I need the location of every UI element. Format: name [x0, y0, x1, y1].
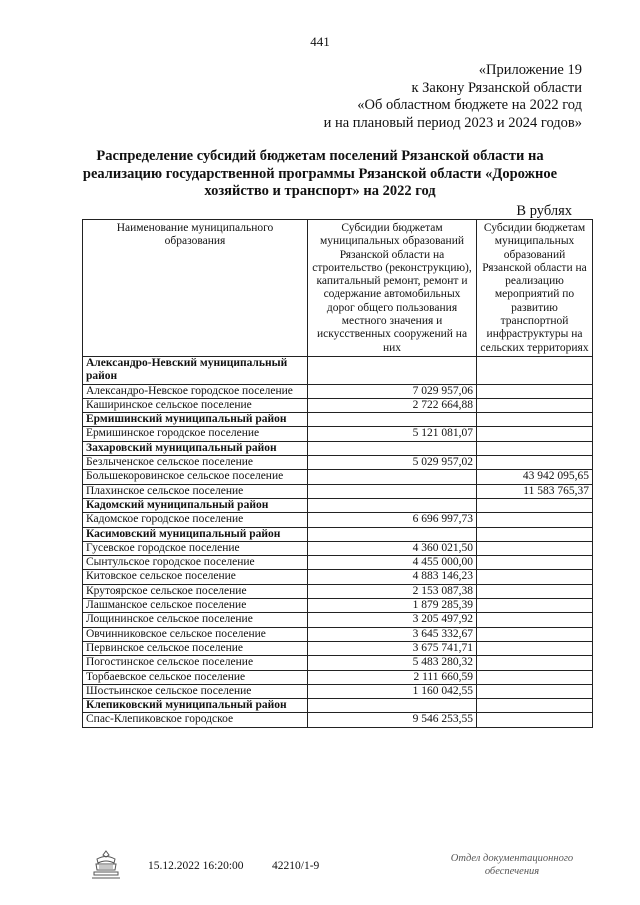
table-row [83, 641, 593, 655]
coat-of-arms-icon [88, 848, 124, 884]
district-row [83, 441, 593, 455]
cell-name: Ермишинский муниципальный район [83, 413, 308, 427]
cell-roads-subsidy: 5 483 280,32 [308, 656, 477, 670]
cell-roads-subsidy [308, 699, 477, 713]
table-header-row [83, 220, 593, 357]
subsidy-table [82, 219, 593, 728]
document-title: Распределение субсидий бюджетам поселений Рязанской области на реализацию государственной программы Рязанской области «Дорожное хозяйство и транспорт» на 2022 год [82, 148, 558, 199]
cell-name: Кадомский муниципальный район [83, 498, 308, 512]
column-header-name: Наименование муниципального образования [83, 220, 308, 357]
cell-rural-subsidy [477, 684, 593, 698]
district-row [83, 699, 593, 713]
cell-rural-subsidy [477, 627, 593, 641]
table-row [83, 613, 593, 627]
table-row [83, 541, 593, 555]
appendix-line: и на плановый период 2023 и 2024 годов» [323, 114, 582, 131]
cell-name: Сынтульское городское поселение [83, 556, 308, 570]
column-header-roads: Субсидии бюджетам муниципальных образований Рязанской области на строительство (реконструкцию), капитальный ремонт, ремонт и содержание автомобильных дорог общего пользования местного значения и искусственных сооружений на них [308, 220, 477, 357]
district-row [83, 527, 593, 541]
table-row [83, 513, 593, 527]
cell-name: Безлыченское сельское поселение [83, 456, 308, 470]
table-row [83, 398, 593, 412]
table-row [83, 427, 593, 441]
cell-name: Гусевское городское поселение [83, 541, 308, 555]
cell-roads-subsidy: 6 696 997,73 [308, 513, 477, 527]
cell-roads-subsidy [308, 441, 477, 455]
cell-rural-subsidy [477, 398, 593, 412]
appendix-line: к Закону Рязанской области [411, 79, 582, 96]
cell-roads-subsidy: 4 883 146,23 [308, 570, 477, 584]
cell-name: Шостьинское сельское поселение [83, 684, 308, 698]
cell-rural-subsidy [477, 570, 593, 584]
cell-rural-subsidy [477, 541, 593, 555]
table-row [83, 570, 593, 584]
cell-name: Касимовский муниципальный район [83, 527, 308, 541]
cell-roads-subsidy: 3 675 741,71 [308, 641, 477, 655]
footer-code: 42210/1-9 [272, 860, 320, 872]
cell-rural-subsidy [477, 599, 593, 613]
footer-date: 15.12.2022 16:20:00 [148, 860, 244, 872]
cell-name: Китовское сельское поселение [83, 570, 308, 584]
appendix-line: «Об областном бюджете на 2022 год [357, 97, 582, 113]
cell-roads-subsidy: 1 879 285,39 [308, 599, 477, 613]
table-row [83, 584, 593, 598]
cell-rural-subsidy [477, 641, 593, 655]
table-row [83, 627, 593, 641]
cell-rural-subsidy [477, 656, 593, 670]
cell-rural-subsidy: 43 942 095,65 [477, 470, 593, 484]
footer [0, 848, 640, 888]
cell-name: Большекоровинское сельское поселение [83, 470, 308, 484]
table-row [83, 713, 593, 727]
table-row [83, 470, 593, 484]
stamp-line: обеспечения [484, 866, 540, 877]
district-row [83, 413, 593, 427]
cell-roads-subsidy: 3 645 332,67 [308, 627, 477, 641]
cell-name: Спас-Клепиковское городское [83, 713, 308, 727]
table-row [83, 684, 593, 698]
cell-rural-subsidy [477, 456, 593, 470]
cell-roads-subsidy: 5 029 957,02 [308, 456, 477, 470]
cell-rural-subsidy [477, 384, 593, 398]
units-label: В рублях [516, 203, 572, 219]
cell-roads-subsidy: 2 722 664,88 [308, 398, 477, 412]
cell-roads-subsidy: 2 111 660,59 [308, 670, 477, 684]
cell-roads-subsidy: 9 546 253,55 [308, 713, 477, 727]
cell-rural-subsidy [477, 441, 593, 455]
cell-rural-subsidy [477, 713, 593, 727]
cell-rural-subsidy [477, 356, 593, 384]
cell-name: Торбаевское сельское поселение [83, 670, 308, 684]
cell-rural-subsidy [477, 427, 593, 441]
cell-roads-subsidy: 4 360 021,50 [308, 541, 477, 555]
cell-roads-subsidy [308, 470, 477, 484]
cell-name: Каширинское сельское поселение [83, 398, 308, 412]
cell-roads-subsidy [308, 498, 477, 512]
cell-name: Лощининское сельское поселение [83, 613, 308, 627]
cell-name: Плахинское сельское поселение [83, 484, 308, 498]
cell-rural-subsidy [477, 413, 593, 427]
cell-roads-subsidy [308, 527, 477, 541]
cell-rural-subsidy [477, 498, 593, 512]
cell-roads-subsidy [308, 413, 477, 427]
table-row [83, 599, 593, 613]
cell-roads-subsidy: 1 160 042,55 [308, 684, 477, 698]
cell-name: Александро-Невский муниципальный район [83, 356, 308, 384]
cell-name: Лашманское сельское поселение [83, 599, 308, 613]
cell-roads-subsidy [308, 356, 477, 384]
table-row [83, 384, 593, 398]
table-row [83, 670, 593, 684]
cell-rural-subsidy: 11 583 765,37 [477, 484, 593, 498]
cell-rural-subsidy [477, 670, 593, 684]
cell-name: Захаровский муниципальный район [83, 441, 308, 455]
table-row [83, 484, 593, 498]
department-stamp [432, 852, 592, 878]
column-header-rural: Субсидии бюджетам муниципальных образований Рязанской области на реализацию мероприятий по развитию транспортной инфраструктуры на сельских территориях [477, 220, 593, 357]
cell-rural-subsidy [477, 556, 593, 570]
cell-name: Первинское сельское поселение [83, 641, 308, 655]
district-row [83, 498, 593, 512]
cell-name: Ермишинское городское поселение [83, 427, 308, 441]
stamp-line: Отдел документационного [450, 853, 574, 864]
cell-name: Кадомское городское поселение [83, 513, 308, 527]
cell-rural-subsidy [477, 513, 593, 527]
appendix-line: «Приложение 19 [478, 62, 582, 78]
cell-rural-subsidy [477, 584, 593, 598]
district-row [83, 356, 593, 384]
table-row [83, 456, 593, 470]
cell-roads-subsidy: 3 205 497,92 [308, 613, 477, 627]
cell-name: Овчинниковское сельское поселение [83, 627, 308, 641]
cell-name: Погостинское сельское поселение [83, 656, 308, 670]
table-row [83, 556, 593, 570]
cell-roads-subsidy: 4 455 000,00 [308, 556, 477, 570]
cell-roads-subsidy: 5 121 081,07 [308, 427, 477, 441]
cell-name: Клепиковский муниципальный район [83, 699, 308, 713]
cell-name: Александро-Невское городское поселение [83, 384, 308, 398]
cell-rural-subsidy [477, 613, 593, 627]
cell-roads-subsidy: 7 029 957,06 [308, 384, 477, 398]
page-number: 441 [310, 34, 330, 49]
cell-rural-subsidy [477, 527, 593, 541]
cell-rural-subsidy [477, 699, 593, 713]
appendix-header [324, 62, 582, 132]
table-body [83, 356, 593, 727]
cell-name: Крутоярское сельское поселение [83, 584, 308, 598]
table-row [83, 656, 593, 670]
cell-roads-subsidy [308, 484, 477, 498]
cell-roads-subsidy: 2 153 087,38 [308, 584, 477, 598]
